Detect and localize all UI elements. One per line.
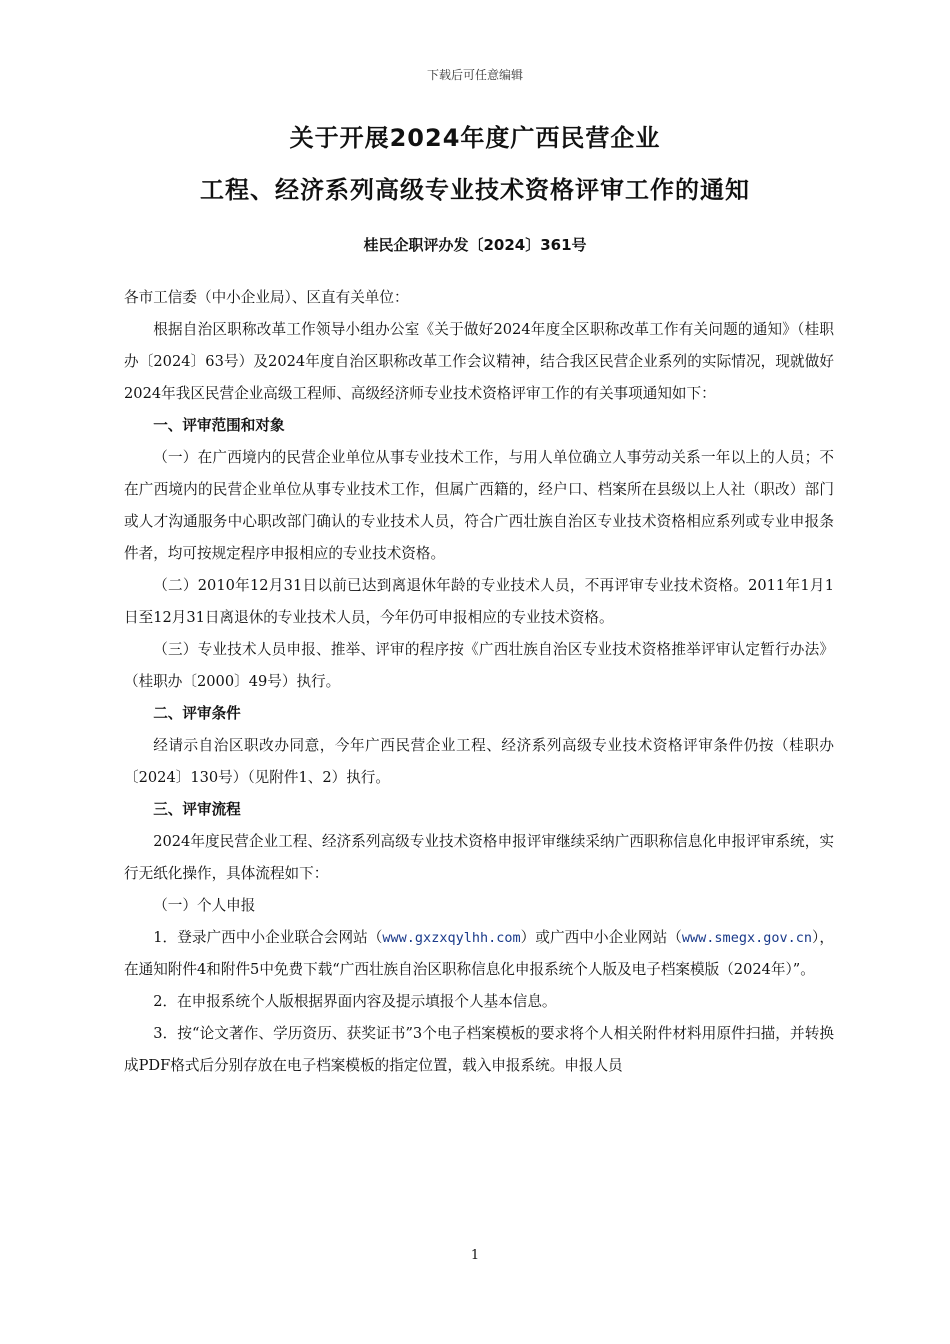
section-1-paragraph-1: （一）在广西境内的民营企业单位从事专业技术工作，与用人单位确立人事劳动关系一年以上的人员；不在广西境内的民营企业单位从事专业技术工作，但属广西籍的，经户口、档案所在县级以上人社（职改）部门或人才沟通服务中心职改部门确认的专业技术人员，符合广西壮族自治区专业技术资格相应系列或专业申报条件者，均可按规定程序申报相应的专业技术资格。 (124, 449, 834, 562)
section-2-heading: 二、评审条件 (153, 705, 241, 722)
page-number: 1 (470, 1248, 480, 1263)
section-1-heading: 一、评审范围和对象 (153, 417, 285, 434)
intro-paragraph: 根据自治区职称改革工作领导小组办公室《关于做好2024年度全区职称改革工作有关问题的通知》（桂职办〔2024〕63号）及2024年度自治区职称改革工作会议精神，结合我区民营企业系列的实际情况，现就做好2024年我区民营企业高级工程师、高级经济师专业技术资格评审工作的有关事项通知如下： (124, 321, 834, 402)
list-item-1 (124, 922, 834, 986)
document-title-line-1: 关于开展2024年度广西民营企业 (289, 124, 661, 152)
list-item-1-text-a: 1．登录广西中小企业联合会网站（ (153, 929, 383, 946)
website-link-smegx[interactable]: www.smegx.gov.cn (681, 930, 812, 946)
document-number: 桂民企职评办发〔2024〕361号 (363, 236, 587, 254)
list-item-1-text-b: ）或广西中小企业网站（ (520, 929, 682, 946)
document-title-line-2: 工程、经济系列高级专业技术资格评审工作的通知 (200, 176, 750, 204)
page-header: 下载后可任意编辑 (426, 68, 523, 82)
section-3-paragraph-1: 2024年度民营企业工程、经济系列高级专业技术资格申报评审继续采纳广西职称信息化申报评审系统，实行无纸化操作，具体流程如下： (124, 833, 834, 882)
list-item-3: 3．按“论文著作、学历资历、获奖证书”3个电子档案模板的要求将个人相关附件材料用原件扫描，并转换成PDF格式后分别存放在电子档案模板的指定位置，载入申报系统。申报人员 (124, 1025, 834, 1074)
section-3-heading: 三、评审流程 (153, 801, 241, 818)
section-3-subheading-1: （一）个人申报 (153, 897, 256, 914)
list-item-2: 2．在申报系统个人版根据界面内容及提示填报个人基本信息。 (153, 993, 557, 1010)
section-1-paragraph-2: （二）2010年12月31日以前已达到离退休年龄的专业技术人员，不再评审专业技术资格。2011年1月1日至12月31日离退休的专业技术人员，今年仍可申报相应的专业技术资格。 (124, 577, 834, 626)
list-item-1-text-c: ），在通知附件4和附件5中免费下载“广西壮族自治区职称信息化申报系统个人版及电子档案模版（2024年）”。 (124, 929, 834, 978)
document-body (124, 282, 834, 1082)
section-2-paragraph-1: 经请示自治区职改办同意，今年广西民营企业工程、经济系列高级专业技术资格评审条件仍按（桂职办〔2024〕130号）（见附件1、2）执行。 (124, 737, 834, 786)
website-link-gxzxqylhh[interactable]: www.gxzxqylhh.com (382, 930, 521, 946)
salutation: 各市工信委（中小企业局）、区直有关单位： (124, 289, 409, 306)
section-1-paragraph-3: （三）专业技术人员申报、推举、评审的程序按《广西壮族自治区专业技术资格推举评审认定暂行办法》（桂职办〔2000〕49号）执行。 (124, 641, 834, 690)
